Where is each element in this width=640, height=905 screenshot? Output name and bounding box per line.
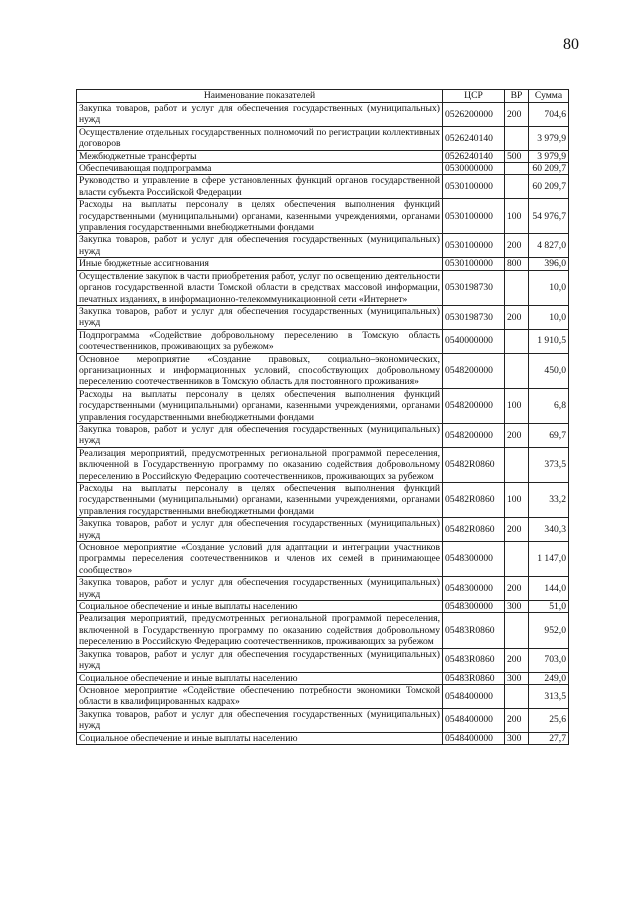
cell-vr: 200 [505,234,529,258]
cell-sum: 313,5 [529,684,569,708]
cell-sum: 69,7 [529,423,569,447]
cell-vr: 300 [505,601,529,613]
cell-csr: 0548200000 [443,353,505,388]
table-row [77,103,569,127]
table-row [77,270,569,305]
table-row [77,423,569,447]
cell-vr: 500 [505,150,529,162]
cell-csr: 0530100000 [443,175,505,199]
table-row [77,542,569,577]
cell-vr [505,329,529,353]
cell-name: Расходы на выплаты персоналу в целях обеспечения выполнения функций государственными (муниципальными) органами, казенными учреждениями, органами управления государственными внебюджетными фондами [77,483,443,518]
cell-vr [505,175,529,199]
cell-sum: 1 910,5 [529,329,569,353]
cell-name: Межбюджетные трансферты [77,150,443,162]
cell-vr: 800 [505,258,529,270]
table-row [77,258,569,270]
cell-sum: 1 147,0 [529,542,569,577]
cell-csr: 0540000000 [443,329,505,353]
cell-csr: 05483R0860 [443,672,505,684]
cell-name: Закупка товаров, работ и услуг для обеспечения государственных (муниципальных) нужд [77,708,443,732]
cell-sum: 3 979,9 [529,126,569,150]
cell-csr: 05483R0860 [443,613,505,648]
cell-vr [505,163,529,175]
cell-sum: 60 209,7 [529,175,569,199]
cell-vr [505,613,529,648]
cell-name: Реализация мероприятий, предусмотренных региональной программой переселения, включенной в Государственную программу по оказанию содействия добровольному переселению в Российскую Федерацию соотечественников, проживающих за рубежом [77,613,443,648]
cell-csr: 0530198730 [443,305,505,329]
cell-sum: 10,0 [529,270,569,305]
cell-name: Основное мероприятие «Создание условий для адаптации и интеграции участников программы переселения соотечественников и членов их семей в принимающее сообщество» [77,542,443,577]
cell-name: Закупка товаров, работ и услуг для обеспечения государственных (муниципальных) нужд [77,423,443,447]
table-row [77,483,569,518]
table-row [77,648,569,672]
cell-vr: 200 [505,423,529,447]
table-row [77,672,569,684]
header-vr: ВР [505,90,529,103]
cell-csr: 0526200000 [443,103,505,127]
cell-name: Закупка товаров, работ и услуг для обеспечения государственных (муниципальных) нужд [77,305,443,329]
cell-csr: 0530000000 [443,163,505,175]
header-row [77,90,569,103]
cell-vr [505,447,529,482]
cell-vr [505,684,529,708]
cell-vr: 100 [505,388,529,423]
cell-name: Осуществление закупок в части приобретения работ, услуг по освещению деятельности органов государственной власти Томской области в средствах массовой информации, печатных изданиях, в информационно-телекоммуникационной сети «Интернет» [77,270,443,305]
cell-sum: 704,6 [529,103,569,127]
cell-sum: 60 209,7 [529,163,569,175]
cell-csr: 05482R0860 [443,447,505,482]
cell-csr: 05482R0860 [443,518,505,542]
table-body [77,103,569,745]
table-row [77,732,569,744]
table-header [77,90,569,103]
cell-csr: 0548300000 [443,601,505,613]
cell-vr: 200 [505,577,529,601]
table-row [77,353,569,388]
cell-sum: 144,0 [529,577,569,601]
table-row [77,447,569,482]
table-row [77,199,569,234]
cell-name: Закупка товаров, работ и услуг для обеспечения государственных (муниципальных) нужд [77,234,443,258]
cell-name: Социальное обеспечение и иные выплаты населению [77,732,443,744]
cell-sum: 952,0 [529,613,569,648]
cell-sum: 249,0 [529,672,569,684]
cell-csr: 05482R0860 [443,483,505,518]
budget-table [76,89,569,745]
cell-sum: 51,0 [529,601,569,613]
table-row [77,708,569,732]
table-row [77,388,569,423]
cell-sum: 340,3 [529,518,569,542]
cell-csr: 0548300000 [443,577,505,601]
table-row [77,163,569,175]
cell-name: Закупка товаров, работ и услуг для обеспечения государственных (муниципальных) нужд [77,648,443,672]
cell-vr: 100 [505,483,529,518]
cell-name: Закупка товаров, работ и услуг для обеспечения государственных (муниципальных) нужд [77,103,443,127]
cell-csr: 0526240140 [443,150,505,162]
cell-vr [505,126,529,150]
cell-csr: 0548400000 [443,684,505,708]
cell-vr: 200 [505,103,529,127]
cell-name: Осуществление отдельных государственных полномочий по регистрации коллективных договоров [77,126,443,150]
cell-csr: 0530198730 [443,270,505,305]
header-sum: Сумма [529,90,569,103]
cell-sum: 373,5 [529,447,569,482]
cell-sum: 4 827,0 [529,234,569,258]
cell-name: Расходы на выплаты персоналу в целях обеспечения выполнения функций государственными (муниципальными) органами, казенными учреждениями, органами управления государственными внебюджетными фондами [77,199,443,234]
table-row [77,684,569,708]
cell-vr: 200 [505,518,529,542]
table-row [77,601,569,613]
cell-sum: 33,2 [529,483,569,518]
cell-name: Обеспечивающая подпрограмма [77,163,443,175]
cell-csr: 0548200000 [443,423,505,447]
cell-csr: 0530100000 [443,258,505,270]
table-row [77,126,569,150]
cell-name: Расходы на выплаты персоналу в целях обеспечения выполнения функций государственными (муниципальными) органами, казенными учреждениями, органами управления государственными внебюджетными фондами [77,388,443,423]
cell-csr: 05483R0860 [443,648,505,672]
cell-vr: 200 [505,305,529,329]
cell-sum: 54 976,7 [529,199,569,234]
cell-csr: 0530100000 [443,199,505,234]
table-row [77,329,569,353]
cell-csr: 0548200000 [443,388,505,423]
cell-sum: 396,0 [529,258,569,270]
cell-csr: 0548400000 [443,732,505,744]
table-row [77,518,569,542]
cell-name: Реализация мероприятий, предусмотренных региональной программой переселения, включенной в Государственную программу по оказанию содействия добровольному переселению в Российскую Федерацию соотечественников, проживающих за рубежом [77,447,443,482]
cell-name: Социальное обеспечение и иные выплаты населению [77,601,443,613]
cell-vr: 300 [505,672,529,684]
cell-name: Социальное обеспечение и иные выплаты населению [77,672,443,684]
cell-csr: 0548300000 [443,542,505,577]
cell-name: Подпрограмма «Содействие добровольному переселению в Томскую область соотечественников, проживающих за рубежом» [77,329,443,353]
cell-csr: 0548400000 [443,708,505,732]
cell-name: Основное мероприятие «Создание правовых, социально–экономических, организационных и информационных условий, способствующих добровольному переселению соотечественников в Томскую область для постоянного проживания» [77,353,443,388]
cell-sum: 25,6 [529,708,569,732]
cell-sum: 450,0 [529,353,569,388]
header-name: Наименование показателей [77,90,443,103]
page-number: 80 [563,36,579,53]
cell-sum: 10,0 [529,305,569,329]
cell-sum: 703,0 [529,648,569,672]
cell-vr [505,270,529,305]
cell-name: Иные бюджетные ассигнования [77,258,443,270]
table-row [77,305,569,329]
cell-vr: 300 [505,732,529,744]
cell-name: Закупка товаров, работ и услуг для обеспечения государственных (муниципальных) нужд [77,577,443,601]
cell-vr [505,542,529,577]
cell-csr: 0526240140 [443,126,505,150]
cell-csr: 0530100000 [443,234,505,258]
table-row [77,234,569,258]
cell-name: Закупка товаров, работ и услуг для обеспечения государственных (муниципальных) нужд [77,518,443,542]
table-row [77,577,569,601]
cell-vr: 200 [505,648,529,672]
table-row [77,613,569,648]
cell-sum: 3 979,9 [529,150,569,162]
cell-vr: 200 [505,708,529,732]
cell-name: Руководство и управление в сфере установленных функций органов государственной власти субъекта Российской Федерации [77,175,443,199]
table-row [77,175,569,199]
table-row [77,150,569,162]
cell-vr [505,353,529,388]
cell-vr: 100 [505,199,529,234]
header-csr: ЦСР [443,90,505,103]
cell-sum: 27,7 [529,732,569,744]
cell-name: Основное мероприятие «Содействие обеспечению потребности экономики Томской области в квалифицированных кадрах» [77,684,443,708]
cell-sum: 6,8 [529,388,569,423]
